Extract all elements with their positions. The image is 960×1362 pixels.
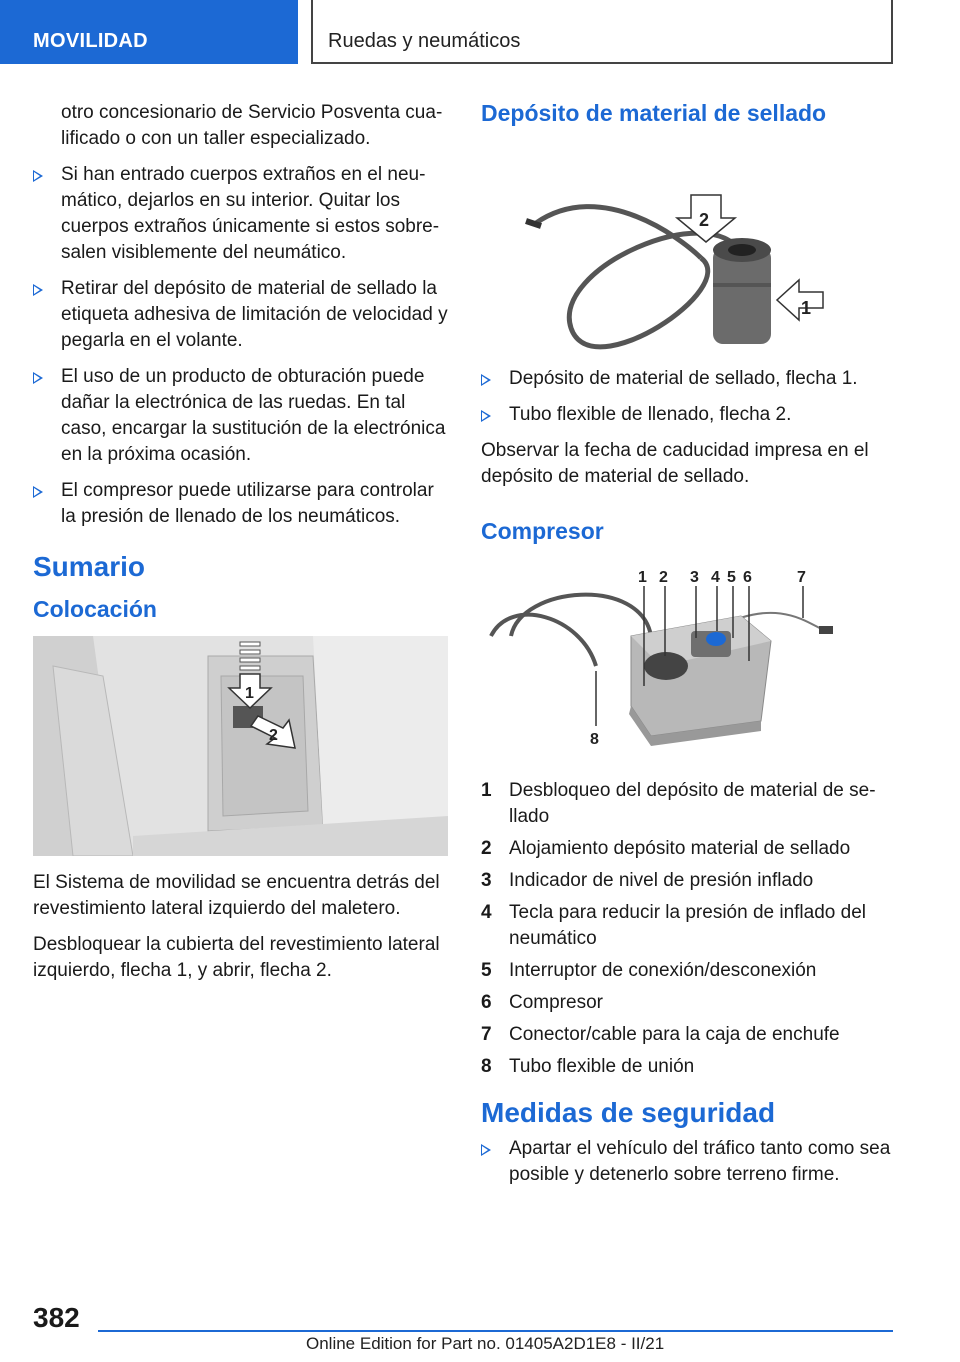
svg-text:2: 2 [659,569,668,586]
footer-divider [98,1330,893,1332]
expiry-paragraph: Observar la fecha de caducidad impresa en el depósito de material de sellado. [481,440,869,487]
list-item: 2 Alojamiento depósito material de sellado [481,838,851,859]
list-item: 4 Tecla para reducir la presión de inflado del neumático [481,902,866,949]
list-item: 1 Desbloqueo del depósito de material de sellado [481,780,876,827]
list-item: 5 Interruptor de conexión/desconexión [481,960,817,981]
svg-text:2: 2 [269,727,278,744]
heading-colocacion: Colocación [33,596,157,622]
intro-text: otro concesionario de Servicio Posventa cualificado o con un taller especializado. [61,102,443,149]
section-tab [0,0,298,64]
chapter-header [311,0,893,64]
bullet-triangle-icon [33,372,43,384]
unlock-paragraph: Desbloquear la cubierta del revestimiento lateral izquierdo, flecha 1, y abrir, flecha 2. [33,934,440,981]
bullet-triangle-icon [33,170,43,182]
svg-text:3: 3 [690,569,699,586]
svg-text:2: 2 [699,210,710,230]
list-item: Depósito de material de sellado, flecha 1. [481,366,901,392]
trunk-location-figure [33,636,448,856]
trunk-illustration [33,636,448,856]
svg-text:1: 1 [245,685,254,702]
location-paragraph: El Sistema de movilidad se encuentra detrás del revestimiento lateral izquierdo del maletero. [33,872,440,919]
compressor-figure [481,556,901,766]
page-number: 382 [33,1302,80,1333]
list-item: Tubo flexible de llenado, flecha 2. [481,402,901,428]
list-item: El uso de un producto de obturación puede dañar la electrónica de las ruedas. En tal caso, encargar la sustitución de la electrónica en la próxima ocasión. [33,364,448,468]
sealant-figure [481,138,901,358]
heading-medidas: Medidas de seguridad [481,1097,776,1128]
list-item: 6 Compresor [481,992,603,1013]
list-item: Retirar del depósito de material de sellado la etiqueta adhesiva de limitación de velocidad y pegarla en el volante. [33,276,448,354]
svg-text:7: 7 [797,569,806,586]
arrow-1-icon [777,280,823,320]
list-item: El compresor puede utilizarse para controlar la presión de llenado de los neumáticos. [33,478,448,530]
section-title: MOVILIDAD [33,30,148,52]
bullet-triangle-icon [33,284,43,296]
svg-text:1: 1 [638,569,647,586]
heading-compresor: Compresor [481,518,604,544]
bullet-triangle-icon [33,486,43,498]
bullet-triangle-icon [481,374,491,386]
list-item: Si han entrado cuerpos extraños en el neumático, dejarlos en su interior. Quitar los cuerpos extraños únicamente si estos sobresalen visiblemente del neumático. [33,162,448,266]
list-item: 8 Tubo flexible de unión [481,1056,695,1077]
sealant-illustration [481,138,901,358]
right-column [481,100,901,1198]
svg-text:8: 8 [590,731,599,748]
svg-text:4: 4 [711,569,720,586]
bullet-triangle-icon [481,410,491,422]
edition-text: Online Edition for Part no. 01405A2D1E8 - II/21 [306,1334,665,1353]
list-item: Apartar el vehículo del tráfico tanto como sea posible y detenerlo sobre terreno firme. [481,1136,901,1188]
bullet-triangle-icon [481,1144,491,1156]
left-column [33,100,448,994]
list-item: 3 Indicador de nivel de presión inflado [481,870,814,891]
svg-text:6: 6 [743,569,752,586]
heading-sumario: Sumario [33,551,146,582]
chapter-title: Ruedas y neumáticos [328,30,521,52]
compressor-illustration [481,556,901,766]
svg-text:1: 1 [801,298,812,318]
svg-text:5: 5 [727,569,736,586]
list-item: 7 Conector/cable para la caja de enchufe [481,1024,840,1045]
heading-deposito: Depósito de material de sellado [481,100,827,126]
